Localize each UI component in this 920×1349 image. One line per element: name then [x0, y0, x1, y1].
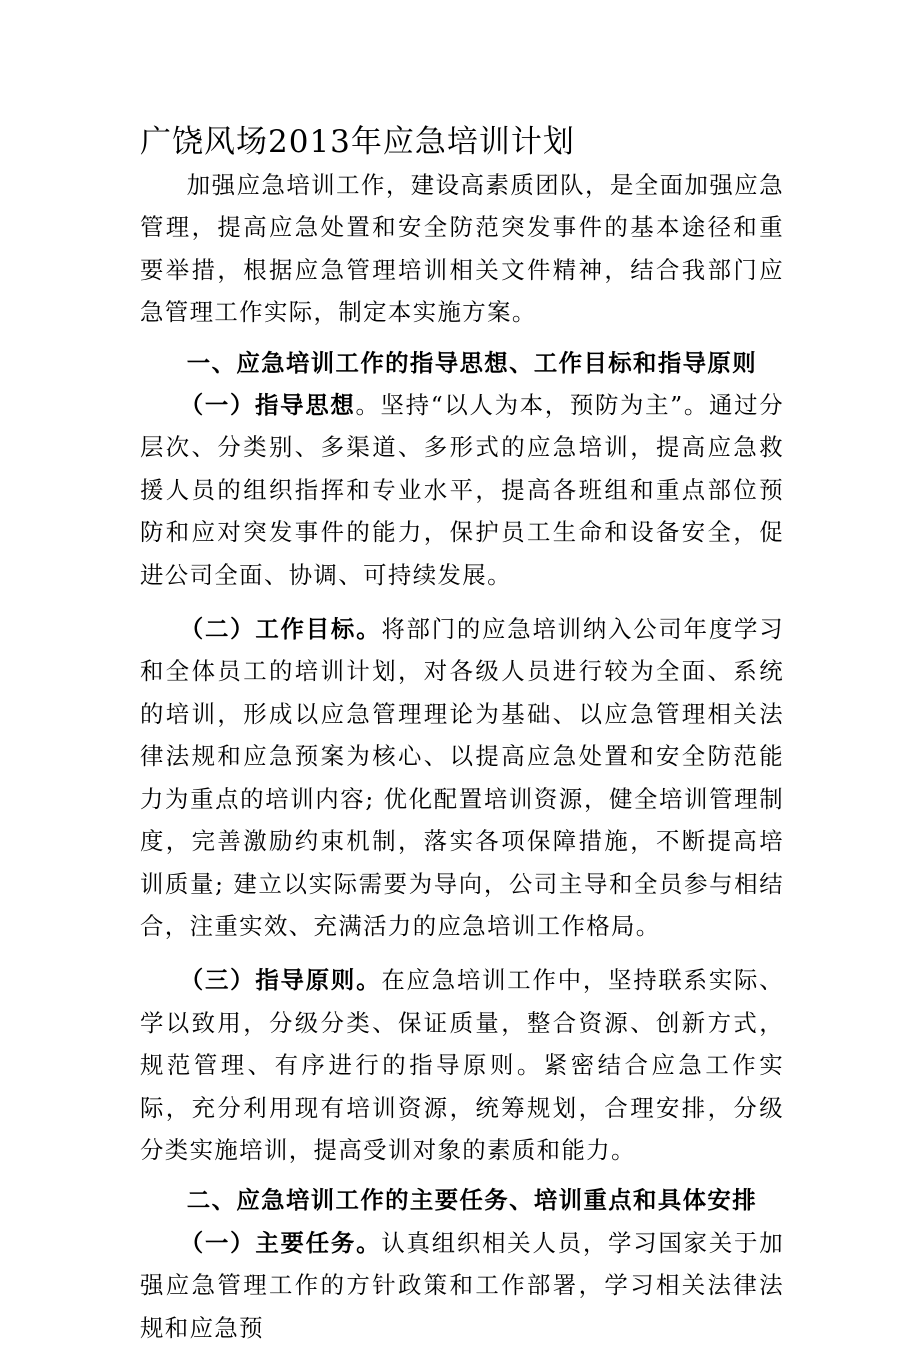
item-text: 将部门的应急培训纳入公司年度学习和全体员工的培训计划，对各级人员进行较为全面、系统的培训，形成以应急管理理论为基础、以应急管理相关法律法规和应急预案为核心、以提高应急处置和安全防范能力为重点的培训内容; 优化配置培训资源，健全培训管理制度，完善激励约束机制，落实各项保障措施，不断提高培训质量; 建立以实际需要为导向，公司主导和全员参与相结合，注重实效、充满活力的应急培训工作格局。: [140, 615, 784, 940]
section-2-item-1: [140, 1222, 784, 1349]
item-text: 在应急培训工作中，坚持联系实际、学以致用，分级分类、保证质量，整合资源、创新方式，规范管理、有序进行的指导原则。紧密结合应急工作实际，充分利用现有培训资源，统筹规划，合理安排，分级分类实施培训，提高受训对象的素质和能力。: [140, 966, 784, 1164]
section-1-item-3: [140, 959, 784, 1171]
item-label: （一）主要任务。: [179, 1228, 382, 1257]
item-label: （三）指导原则。: [179, 966, 382, 995]
item-text: 认真组织相关人员，学习国家关于加强应急管理工作的方针政策和工作部署，学习相关法律法规和应急预: [140, 1228, 784, 1342]
section-1-heading: 一、应急培训工作的指导思想、工作目标和指导原则: [186, 348, 757, 377]
document-body: [140, 164, 784, 1349]
intro-paragraph: 加强应急培训工作，建设高素质团队，是全面加强应急管理，提高应急处置和安全防范突发事件的基本途径和重要举措，根据应急管理培训相关文件精神，结合我部门应急管理工作实际，制定本实施方案。: [140, 171, 784, 327]
section-1-item-1: [140, 384, 784, 596]
item-text: 。坚持“以人为本，预防为主”。通过分层次、分类别、多渠道、多形式的应急培训，提高应急救援人员的组织指挥和专业水平，提高各班组和重点部位预防和应对突发事件的能力，保护员工生命和设备安全，促进公司全面、协调、可持续发展。: [140, 391, 784, 589]
section-2-heading: 二、应急培训工作的主要任务、培训重点和具体安排: [186, 1186, 757, 1215]
document-title: 广饶风场2013年应急培训计划: [140, 124, 575, 160]
section-1-item-2: [140, 608, 784, 947]
item-label: （二）工作目标。: [179, 615, 382, 644]
item-label: （一）指导思想: [179, 391, 356, 420]
